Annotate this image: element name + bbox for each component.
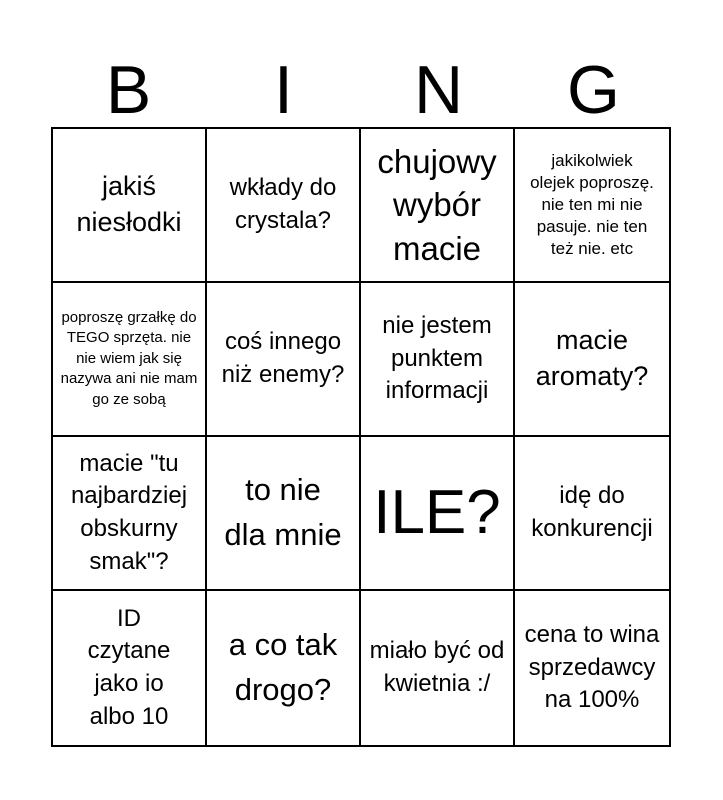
cell-text: miało być od kwietnia :/ xyxy=(369,637,505,697)
bingo-cell[interactable] xyxy=(515,437,669,591)
title-letter-i: I xyxy=(274,52,293,128)
bingo-cell[interactable] xyxy=(361,129,515,283)
cell-text: macie aromaty? xyxy=(535,325,649,391)
bingo-cell[interactable] xyxy=(515,283,669,437)
bingo-cell[interactable] xyxy=(361,591,515,745)
bingo-cell[interactable] xyxy=(207,129,361,283)
cell-text: jakikolwiek olejek poproszę. nie ten mi nie pasuje. nie ten też nie. etc xyxy=(530,150,654,259)
bingo-cell[interactable] xyxy=(515,129,669,283)
cell-text: macie "tu najbardziej obskurny smak"? xyxy=(70,449,188,575)
bingo-cell[interactable] xyxy=(207,437,361,591)
bingo-cell[interactable] xyxy=(361,283,515,437)
bingo-title xyxy=(51,52,671,128)
bingo-cell[interactable] xyxy=(53,591,207,745)
bingo-cell[interactable] xyxy=(207,591,361,745)
bingo-cell[interactable] xyxy=(53,129,207,283)
bingo-cell[interactable] xyxy=(207,283,361,437)
cell-text: poproszę grzałkę do TEGO sprzęta. nie nie wiem jak się nazywa ani nie mam go ze sobą xyxy=(60,308,198,408)
cell-text: to nie dla mnie xyxy=(224,472,342,552)
cell-text: chujowy wybór macie xyxy=(377,142,497,267)
title-letter-b: B xyxy=(105,52,152,128)
bingo-cell[interactable] xyxy=(53,437,207,591)
cell-text: wkłady do crystala? xyxy=(229,174,337,234)
cell-text: cena to wina sprzedawcy na 100% xyxy=(524,621,660,714)
cell-text: ILE? xyxy=(373,477,501,547)
cell-text: jakiś niesłodki xyxy=(76,171,182,237)
cell-text: idę do konkurencji xyxy=(531,482,653,542)
cell-text: coś innego niż enemy? xyxy=(221,328,345,388)
title-letter-n: N xyxy=(413,52,464,128)
bingo-grid xyxy=(51,127,671,747)
cell-text: a co tak drogo? xyxy=(228,627,338,707)
cell-text: ID czytane jako io albo 10 xyxy=(87,604,171,730)
cell-text: nie jestem punktem informacji xyxy=(382,312,492,405)
bingo-cell[interactable] xyxy=(515,591,669,745)
bingo-cell[interactable] xyxy=(361,437,515,591)
bingo-cell[interactable] xyxy=(53,283,207,437)
title-letter-g: G xyxy=(567,52,620,128)
